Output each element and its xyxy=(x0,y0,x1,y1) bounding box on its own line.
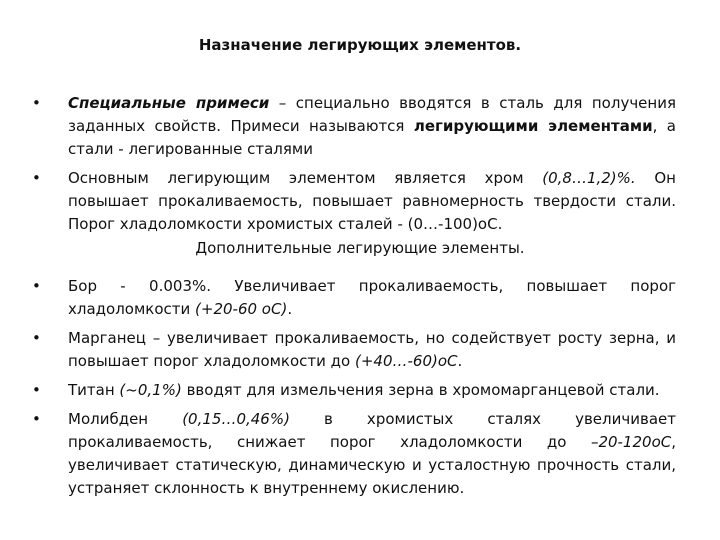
item-text: в хромистых сталях увеличивает прокаливаемость, снижает порог хладоломкости до xyxy=(68,410,676,451)
list-item xyxy=(32,167,676,236)
main-bullet-list xyxy=(32,92,676,242)
bullet-marker: • xyxy=(32,277,41,295)
term-special-impurities: Специальные примеси xyxy=(68,94,270,112)
bullet-marker: • xyxy=(32,169,41,187)
item-text: , увеличивает статическую, динамическую и усталостную прочность стали, устраняет склонность к внутреннему окислению. xyxy=(68,433,676,497)
slide-title: Назначение легирующих элементов. xyxy=(198,36,522,54)
item-value: –20-120оС xyxy=(590,433,672,451)
list-item xyxy=(32,275,676,321)
item-value: (0,8…1,2)%. xyxy=(542,169,636,187)
item-value: (+40…-60)оС xyxy=(355,352,458,370)
term-alloying-elements: легирующими элементами xyxy=(413,117,653,135)
item-value: (~0,1%) xyxy=(119,381,182,399)
bullet-marker: • xyxy=(32,381,41,399)
item-text: . xyxy=(287,300,293,318)
item-text: Марганец – увеличивает прокаливаемость, но содействует росту зерна, и повышает порог хладоломкости до xyxy=(68,329,676,370)
list-item xyxy=(32,379,676,402)
list-item xyxy=(32,408,676,500)
item-text: Титан xyxy=(68,381,120,399)
bullet-marker: • xyxy=(32,329,41,347)
subtitle-period: . xyxy=(519,239,525,257)
subtitle-text: Дополнительные легирующие элементы xyxy=(195,239,520,257)
item-text: Он повышает прокаливаемость, повышает равномерность твердости стали. Порог хладоломкости хромистых сталей - (0…-100)оС. xyxy=(68,169,676,233)
item-text: Бор - 0.003%. Увеличивает прокаливаемость, повышает порог хладоломкости xyxy=(68,277,676,318)
item-text: Основным легирующим элементом является хром xyxy=(68,169,543,187)
section-subtitle xyxy=(0,239,720,257)
additional-bullet-list xyxy=(32,275,676,506)
item-text: , а стали - легированные сталями xyxy=(68,117,676,158)
item-text: Молибден xyxy=(68,410,183,428)
list-item xyxy=(32,92,676,161)
item-text: – специально вводятся в сталь для получения заданных свойств. Примеси называются xyxy=(68,94,676,135)
item-text: вводят для измельчения зерна в хромомарганцевой стали. xyxy=(181,381,660,399)
bullet-marker: • xyxy=(32,410,41,428)
item-value: (0,15…0,46%) xyxy=(182,410,290,428)
list-item xyxy=(32,327,676,373)
item-value: (+20-60 оС) xyxy=(195,300,288,318)
item-text: . xyxy=(457,352,463,370)
bullet-marker: • xyxy=(32,94,41,112)
